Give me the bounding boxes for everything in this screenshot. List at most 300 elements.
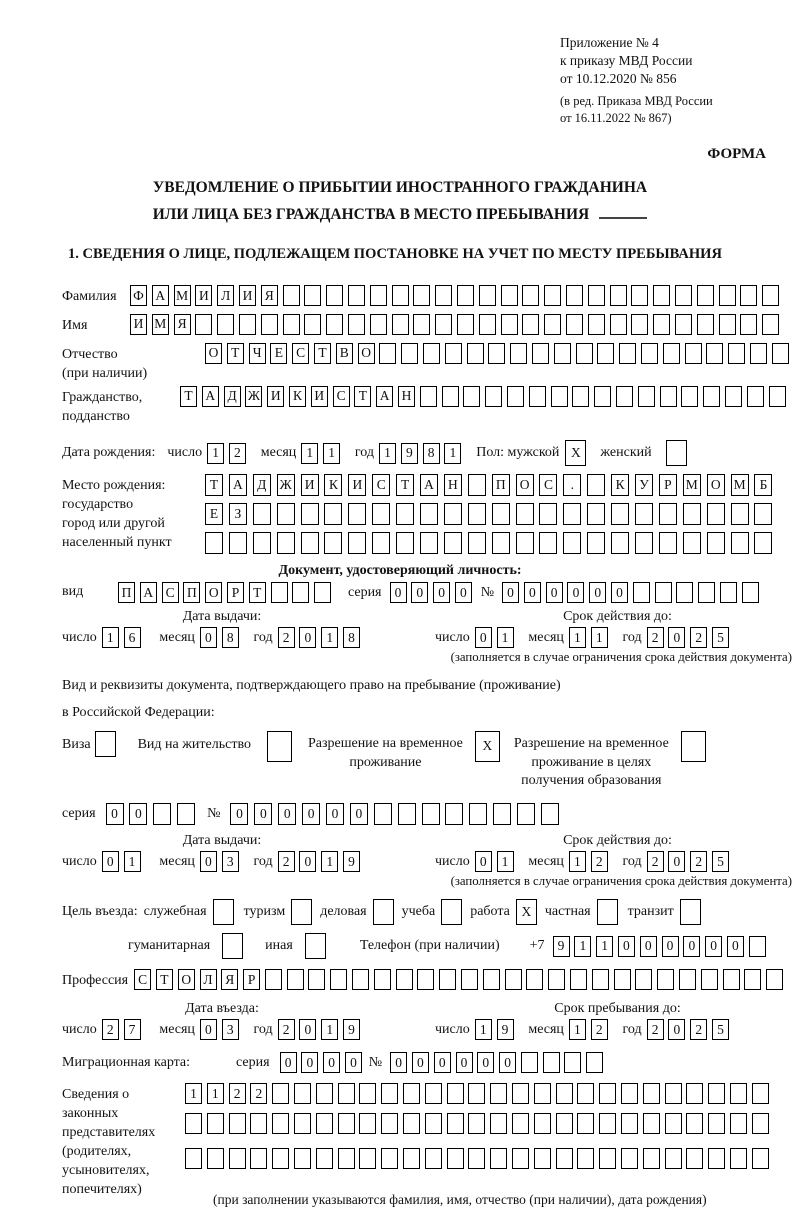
- form-cell: [370, 314, 387, 335]
- form-cell: 0: [106, 803, 124, 825]
- form-cell: С: [372, 474, 390, 496]
- form-cell: [265, 969, 282, 990]
- form-cell: [370, 285, 387, 306]
- form-cell: 0: [254, 803, 272, 825]
- form-cell: [563, 532, 581, 554]
- form-cell: 0: [200, 851, 217, 872]
- form-cell: [529, 386, 546, 407]
- form-cell: [655, 582, 672, 603]
- form-cell: Ж: [245, 386, 262, 407]
- form-cell: [507, 386, 524, 407]
- form-cell: [719, 285, 736, 306]
- form-cell: [614, 969, 631, 990]
- purpose-option: деловая: [320, 899, 393, 925]
- form-cell: 0: [455, 582, 472, 603]
- form-cell: [554, 343, 571, 364]
- form-cell: 1: [596, 936, 613, 957]
- doc-issue-month-cells: [200, 627, 244, 648]
- sex-female-label: женский: [600, 445, 652, 461]
- field-doc-type: [62, 582, 800, 603]
- representatives-note: (при заполнении указываются фамилия, имя, отчество (при наличии), дата рождения): [213, 1192, 707, 1208]
- form-cell: [706, 343, 723, 364]
- form-cell: [153, 803, 171, 825]
- form-cell: [490, 1148, 507, 1169]
- form-cell: 0: [683, 936, 700, 957]
- form-cell: 6: [124, 627, 141, 648]
- form-cell: [229, 1148, 246, 1169]
- form-cell: 1: [301, 443, 318, 464]
- doc-series-cells: [390, 582, 477, 603]
- form-cell: [488, 343, 505, 364]
- form-cell: [621, 1113, 638, 1134]
- migration-number-label: №: [368, 1054, 383, 1070]
- form-cell: [643, 1083, 660, 1104]
- title-blank-underline: [599, 217, 647, 219]
- form-cell: [374, 969, 391, 990]
- form-cell: [272, 1148, 289, 1169]
- form-cell: [517, 803, 535, 825]
- form-cell: [521, 1052, 538, 1073]
- birth-year-cells: [379, 443, 466, 464]
- residence-issue-month-cells: [200, 851, 244, 872]
- field-citizenship: [62, 386, 800, 427]
- form-cell: 1: [379, 443, 396, 464]
- doc-number-label: №: [480, 584, 495, 600]
- form-cell: [422, 803, 440, 825]
- form-cell: [512, 1148, 529, 1169]
- form-cell: [587, 503, 605, 525]
- appendix-line: к приказу МВД России: [560, 53, 693, 69]
- form-cell: Р: [227, 582, 244, 603]
- form-cell: О: [205, 582, 222, 603]
- form-cell: М: [683, 474, 701, 496]
- form-cell: П: [183, 582, 200, 603]
- form-cell: [308, 969, 325, 990]
- form-cell: [754, 503, 772, 525]
- residence-issue-day-cells: [102, 851, 146, 872]
- firstname-cells: [130, 314, 784, 335]
- form-cell: [543, 1052, 560, 1073]
- form-cell: 1: [591, 627, 608, 648]
- form-cell: [177, 803, 195, 825]
- form-cell: [261, 314, 278, 335]
- form-cell: [425, 1113, 442, 1134]
- form-cell: [403, 1083, 420, 1104]
- stay-month-cells: [569, 1019, 613, 1040]
- profession-label: Профессия: [62, 973, 129, 989]
- field-birth-date: [62, 440, 800, 466]
- form-cell: [631, 314, 648, 335]
- form-cell: Т: [205, 474, 223, 496]
- form-cell: [195, 314, 212, 335]
- appendix-line: Приложение № 4: [560, 35, 659, 50]
- patronymic-label: Отчество (при наличии): [62, 346, 148, 381]
- form-cell: [485, 386, 502, 407]
- form-cell: З: [229, 503, 247, 525]
- form-cell: [526, 969, 543, 990]
- form-cell: [348, 532, 366, 554]
- form-cell: [679, 969, 696, 990]
- form-cell: [720, 582, 737, 603]
- form-cell: [740, 314, 757, 335]
- form-cell: 1: [475, 1019, 492, 1040]
- form-cell: [638, 386, 655, 407]
- form-cell: [725, 386, 742, 407]
- form-cell: [676, 582, 693, 603]
- form-cell: 2: [690, 1019, 707, 1040]
- form-cell: [229, 532, 247, 554]
- form-cell: [479, 285, 496, 306]
- form-cell: [222, 933, 243, 959]
- field-representatives: [62, 1083, 800, 1208]
- form-cell: [253, 532, 271, 554]
- form-cell: [697, 314, 714, 335]
- form-cell: [742, 582, 759, 603]
- doc-number-cells: [502, 582, 764, 603]
- form-cell: [723, 969, 740, 990]
- form-cell: [686, 1083, 703, 1104]
- stay-until-header: Срок пребывания до:: [554, 1001, 681, 1017]
- purpose-checkbox: [305, 933, 326, 959]
- form-cell: [338, 1148, 355, 1169]
- form-cell: [468, 1113, 485, 1134]
- form-cell: 1: [207, 443, 224, 464]
- form-cell: [301, 532, 319, 554]
- form-cell: [680, 899, 701, 925]
- form-cell: [516, 503, 534, 525]
- form-cell: 0: [278, 803, 296, 825]
- form-cell: 0: [524, 582, 541, 603]
- form-cell: Л: [200, 969, 217, 990]
- form-cell: 2: [647, 627, 664, 648]
- form-cell: [316, 1083, 333, 1104]
- doc-issue-day-cells: [102, 627, 146, 648]
- citizenship-label: Гражданство, подданство: [62, 389, 143, 424]
- form-cell: 0: [299, 851, 316, 872]
- form-cell: 2: [647, 1019, 664, 1040]
- form-cell: [665, 1148, 682, 1169]
- form-cell: 1: [124, 851, 141, 872]
- form-cell: [490, 1113, 507, 1134]
- temp-permit-checkbox: [475, 731, 500, 762]
- birth-month-cells: [301, 443, 345, 464]
- temp-permit-label: Разрешение на временное проживание: [307, 735, 463, 770]
- forma-label: ФОРМА: [707, 146, 766, 163]
- form-cell: 0: [611, 582, 628, 603]
- form-cell: 1: [321, 627, 338, 648]
- residence-expiry-month-cells: [569, 851, 613, 872]
- form-cell: [294, 1148, 311, 1169]
- birth-date-label: Дата рождения:: [62, 445, 156, 461]
- form-cell: 2: [591, 851, 608, 872]
- residence-series-label: серия: [62, 806, 96, 822]
- form-cell: [611, 503, 629, 525]
- form-cell: 7: [124, 1019, 141, 1040]
- form-cell: [398, 803, 416, 825]
- form-cell: [420, 503, 438, 525]
- form-cell: [707, 532, 725, 554]
- form-cell: [338, 1083, 355, 1104]
- form-cell: [681, 731, 706, 762]
- form-cell: [539, 503, 557, 525]
- doc-issue-year-cells: [278, 627, 365, 648]
- form-cell: И: [239, 285, 256, 306]
- form-cell: О: [178, 969, 195, 990]
- form-cell: 0: [567, 582, 584, 603]
- form-cell: [548, 969, 565, 990]
- phone-prefix: +7: [529, 938, 545, 954]
- form-cell: С: [162, 582, 179, 603]
- form-cell: [633, 582, 650, 603]
- form-cell: И: [267, 386, 284, 407]
- form-cell: 8: [343, 627, 360, 648]
- doc-issue-date-group: число 1 6 месяц 0 8 год 2 0 1 8: [62, 627, 365, 648]
- form-cell: [277, 503, 295, 525]
- form-cell: [326, 314, 343, 335]
- form-cell: [185, 1113, 202, 1134]
- purpose-checkbox: [516, 899, 537, 925]
- form-cell: Т: [156, 969, 173, 990]
- form-cell: А: [376, 386, 393, 407]
- form-cell: [762, 314, 779, 335]
- form-cell: [447, 1113, 464, 1134]
- form-cell: 0: [302, 803, 320, 825]
- form-cell: [250, 1113, 267, 1134]
- form-cell: 1: [321, 1019, 338, 1040]
- form-cell: [534, 1083, 551, 1104]
- entry-dates-block: [62, 1001, 800, 1040]
- form-cell: [468, 1148, 485, 1169]
- form-cell: 9: [401, 443, 418, 464]
- migration-number-cells: [390, 1052, 608, 1073]
- form-cell: [744, 969, 761, 990]
- citizenship-cells: [180, 386, 790, 407]
- purpose-option: туризм: [244, 899, 313, 925]
- visa-label: Виза: [62, 736, 91, 752]
- form-cell: [287, 969, 304, 990]
- form-cell: [660, 386, 677, 407]
- residence-expiry-header: Срок действия до:: [563, 833, 672, 849]
- form-cell: 1: [185, 1083, 202, 1104]
- form-title: УВЕДОМЛЕНИЕ О ПРИБЫТИИ ИНОСТРАННОГО ГРАЖДАНИНА ИЛИ ЛИЦА БЕЗ ГРАЖДАНСТВА В МЕСТО ПРЕБЫВАНИЯ: [152, 179, 648, 223]
- form-cell: Т: [354, 386, 371, 407]
- form-cell: [597, 899, 618, 925]
- form-cell: [468, 474, 486, 496]
- form-cell: 2: [591, 1019, 608, 1040]
- purpose-option: гуманитарная: [128, 933, 243, 959]
- residence-expiry-date-group: число 0 1 месяц 1 2 год 2 0 2 5: [435, 851, 734, 872]
- form-cell: [205, 532, 223, 554]
- form-cell: [283, 314, 300, 335]
- stay-year-cells: [647, 1019, 734, 1040]
- form-cell: [681, 386, 698, 407]
- form-cell: 0: [326, 803, 344, 825]
- form-cell: [576, 343, 593, 364]
- form-cell: [610, 314, 627, 335]
- form-cell: [267, 731, 292, 762]
- form-cell: [659, 532, 677, 554]
- form-cell: 1: [323, 443, 340, 464]
- form-cell: [441, 899, 462, 925]
- form-cell: [566, 285, 583, 306]
- form-cell: 0: [390, 582, 407, 603]
- form-cell: [447, 1148, 464, 1169]
- form-cell: 2: [278, 627, 295, 648]
- form-cell: 0: [102, 851, 119, 872]
- form-cell: [271, 582, 288, 603]
- form-cell: 0: [200, 1019, 217, 1040]
- form-cell: О: [358, 343, 375, 364]
- purpose-checkbox: [441, 899, 462, 925]
- form-cell: [663, 343, 680, 364]
- form-cell: [522, 314, 539, 335]
- form-cell: [492, 532, 510, 554]
- form-cell: [719, 314, 736, 335]
- firstname-label: Имя: [62, 317, 88, 333]
- form-cell: [501, 285, 518, 306]
- form-cell: 9: [497, 1019, 514, 1040]
- form-cell: [588, 314, 605, 335]
- form-cell: 0: [299, 1019, 316, 1040]
- form-cell: [469, 803, 487, 825]
- form-cell: [570, 969, 587, 990]
- form-cell: [616, 386, 633, 407]
- form-cell: 0: [502, 582, 519, 603]
- form-cell: С: [134, 969, 151, 990]
- form-cell: [439, 969, 456, 990]
- form-cell: [685, 343, 702, 364]
- form-cell: [207, 1113, 224, 1134]
- form-cell: [641, 343, 658, 364]
- form-cell: [752, 1083, 769, 1104]
- form-cell: [686, 1113, 703, 1134]
- form-cell: [381, 1148, 398, 1169]
- form-cell: [698, 582, 715, 603]
- form-cell: [747, 386, 764, 407]
- residence-permit-label: Вид на жительство: [137, 736, 251, 752]
- form-cell: [396, 969, 413, 990]
- residence-expiry-year-cells: [647, 851, 734, 872]
- form-cell: 0: [499, 1052, 516, 1073]
- form-cell: [635, 503, 653, 525]
- form-cell: [330, 969, 347, 990]
- form-cell: Т: [180, 386, 197, 407]
- form-cell: [490, 1083, 507, 1104]
- form-cell: [401, 343, 418, 364]
- form-cell: 9: [343, 851, 360, 872]
- doc-expiry-year-cells: [647, 627, 734, 648]
- form-cell: [403, 1148, 420, 1169]
- form-cell: М: [152, 314, 169, 335]
- form-cell: [468, 532, 486, 554]
- form-cell: [643, 1148, 660, 1169]
- form-cell: [425, 1083, 442, 1104]
- form-cell: П: [118, 582, 135, 603]
- form-cell: [392, 285, 409, 306]
- form-cell: У: [635, 474, 653, 496]
- entry-day-cells: [102, 1019, 146, 1040]
- form-cell: И: [301, 474, 319, 496]
- residence-number-cells: [230, 803, 564, 825]
- appendix-edit-note: (в ред. Приказа МВД России от 16.11.2022 № 867): [560, 93, 713, 125]
- form-cell: .: [563, 474, 581, 496]
- form-cell: 1: [569, 1019, 586, 1040]
- form-cell: 0: [727, 936, 744, 957]
- doc-expiry-day-cells: [475, 627, 519, 648]
- form-cell: [381, 1113, 398, 1134]
- form-cell: [599, 1083, 616, 1104]
- form-cell: [730, 1148, 747, 1169]
- form-cell: [769, 386, 786, 407]
- birth-place-label: Место рождения: государство город или другой населенный пункт: [62, 478, 172, 551]
- form-cell: 0: [546, 582, 563, 603]
- form-cell: [534, 1113, 551, 1134]
- form-cell: Н: [444, 474, 462, 496]
- form-cell: [539, 532, 557, 554]
- form-cell: [316, 1148, 333, 1169]
- form-cell: [599, 1113, 616, 1134]
- form-cell: [359, 1113, 376, 1134]
- form-cell: [294, 1113, 311, 1134]
- form-cell: [348, 503, 366, 525]
- surname-cells: [130, 285, 784, 306]
- form-cell: [653, 285, 670, 306]
- form-cell: [754, 532, 772, 554]
- form-cell: [381, 1083, 398, 1104]
- doc-series-label: серия: [347, 584, 382, 600]
- form-cell: [566, 314, 583, 335]
- form-cell: [444, 503, 462, 525]
- form-cell: 1: [497, 627, 514, 648]
- form-cell: [359, 1148, 376, 1169]
- form-cell: [653, 314, 670, 335]
- form-cell: [697, 285, 714, 306]
- form-cell: 2: [250, 1083, 267, 1104]
- form-cell: А: [229, 474, 247, 496]
- phone-label: Телефон (при наличии): [359, 938, 500, 954]
- migration-card-label: Миграционная карта:: [62, 1054, 191, 1070]
- form-cell: [512, 1113, 529, 1134]
- form-cell: 2: [229, 1083, 246, 1104]
- purpose-option: работа X: [470, 899, 537, 925]
- form-cell: [762, 285, 779, 306]
- form-cell: 2: [647, 851, 664, 872]
- form-cell: М: [174, 285, 191, 306]
- form-cell: [372, 503, 390, 525]
- representatives-row3-cells: [185, 1148, 774, 1169]
- form-cell: [326, 285, 343, 306]
- identity-doc-header: Документ, удостоверяющий личность:: [278, 563, 522, 579]
- form-cell: [708, 1083, 725, 1104]
- representatives-row1-cells: [185, 1083, 774, 1104]
- form-cell: М: [731, 474, 749, 496]
- form-cell: Т: [396, 474, 414, 496]
- sex-label: Пол: мужской: [476, 445, 560, 461]
- form-cell: [352, 969, 369, 990]
- entry-date-header: Дата въезда:: [185, 1001, 259, 1017]
- form-cell: 2: [278, 851, 295, 872]
- form-cell: 0: [456, 1052, 473, 1073]
- form-cell: 0: [230, 803, 248, 825]
- form-cell: 8: [222, 627, 239, 648]
- birth-place-rows: [205, 474, 800, 559]
- form-cell: 0: [301, 1052, 318, 1073]
- stay-until-date-group: число 1 9 месяц 1 2 год 2 0 2 5: [435, 1019, 734, 1040]
- form-cell: 0: [477, 1052, 494, 1073]
- form-cell: [635, 532, 653, 554]
- form-cell: 0: [433, 582, 450, 603]
- form-cell: 9: [553, 936, 570, 957]
